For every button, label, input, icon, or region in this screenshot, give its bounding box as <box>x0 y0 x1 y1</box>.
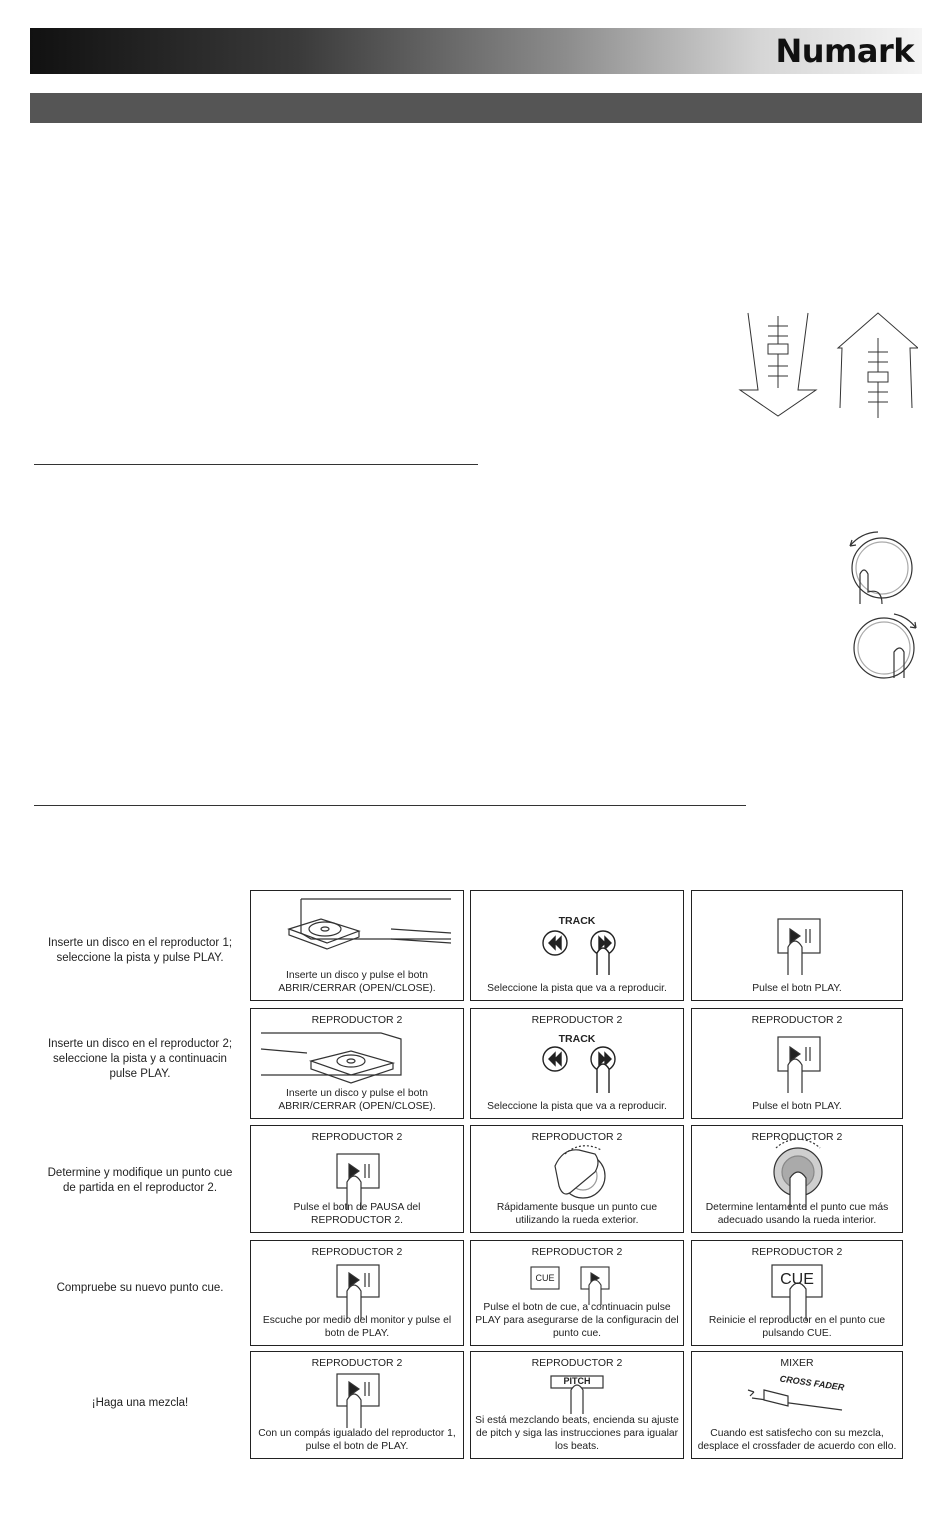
step-cell-pitch <box>470 1351 684 1459</box>
step-heading: REPRODUCTOR 2 <box>311 1014 403 1026</box>
jog-wheel-illustration <box>838 528 922 684</box>
step-caption: Pulse el botn de cue, a continuacin pulse PLAY para asegurarse de la configuracin del punto cue. <box>475 1302 679 1339</box>
step-caption: Pulse el botn PLAY. <box>752 1101 842 1112</box>
step-caption: Inserte un disco y pulse el botn ABRIR/CERRAR (OPEN/CLOSE). <box>278 970 436 994</box>
header-bar <box>30 28 922 74</box>
brand-logo: Numark <box>775 32 914 70</box>
play-button-illustration <box>692 1009 903 1099</box>
step-caption: Inserte un disco y pulse el botn ABRIR/CERRAR (OPEN/CLOSE). <box>278 1088 436 1112</box>
track-buttons-illustration <box>471 891 684 981</box>
step-cell-crossfader <box>691 1351 903 1459</box>
step-caption: Rápidamente busque un punto cue utilizando la rueda exterior. <box>496 1202 658 1226</box>
step-heading: REPRODUCTOR 2 <box>531 1246 623 1258</box>
disc-tray-illustration <box>251 1009 464 1099</box>
row-label-2: Inserte un disco en el reproductor 2; seleccione la pista y a continuacin pulse PLAY. <box>47 1038 233 1080</box>
row-label-1: Inserte un disco en el reproductor 1; seleccione la pista y pulse PLAY. <box>47 937 233 964</box>
step-heading: REPRODUCTOR 2 <box>751 1131 843 1143</box>
crossfader-label: CROSS FADER <box>779 1373 845 1393</box>
step-cell-play-2 <box>691 1008 903 1119</box>
track-buttons-illustration <box>471 1009 684 1099</box>
step-caption: Escuche por medio del monitor y pulse el botn de PLAY. <box>262 1315 452 1339</box>
row-label-5: ¡Haga una mezcla! <box>91 1397 189 1409</box>
track-label: TRACK <box>558 1033 596 1045</box>
step-caption: Seleccione la pista que va a reproducir. <box>487 1101 667 1112</box>
step-caption: Con un compás igualado del reproductor 1, pulse el botn de PLAY. <box>258 1428 456 1452</box>
row-label-4: Compruebe su nuevo punto cue. <box>56 1282 224 1294</box>
step-heading: REPRODUCTOR 2 <box>531 1014 623 1026</box>
step-cell-cue-play <box>470 1240 684 1346</box>
step-heading: REPRODUCTOR 2 <box>531 1131 623 1143</box>
play-pause-illustration <box>251 1241 464 1321</box>
step-cell-outer-wheel <box>470 1125 684 1233</box>
step-heading: REPRODUCTOR 2 <box>751 1246 843 1258</box>
step-caption: Cuando est satisfecho con su mezcla, desplace el crossfader de acuerdo con ello. <box>697 1428 897 1452</box>
pitch-label: PITCH <box>563 1376 591 1386</box>
step-heading: MIXER <box>780 1357 814 1369</box>
row-label-3: Determine y modifique un punto cue de partida en el reproductor 2. <box>47 1167 233 1194</box>
pitch-fader-illustration <box>738 308 918 420</box>
step-caption: Si está mezclando beats, encienda su ajuste de pitch y siga las instrucciones para igualar los beats. <box>475 1415 679 1452</box>
step-cell-cue-restart <box>691 1240 903 1346</box>
track-label: TRACK <box>558 915 596 927</box>
step-cell-inner-wheel <box>691 1125 903 1233</box>
section-title-bar <box>30 93 922 123</box>
section-rule <box>34 464 478 465</box>
step-heading: REPRODUCTOR 2 <box>311 1131 403 1143</box>
cue-label: CUE <box>780 1271 814 1288</box>
step-cell-insert-disc-1 <box>250 890 464 1001</box>
play-button-illustration <box>692 891 903 981</box>
step-heading: REPRODUCTOR 2 <box>531 1357 623 1369</box>
pitch-button-illustration <box>471 1352 684 1422</box>
step-caption: Pulse el botn de PAUSA del REPRODUCTOR 2. <box>293 1202 421 1226</box>
section-rule <box>34 805 746 806</box>
step-cell-mix-play <box>250 1351 464 1459</box>
cue-label: CUE <box>535 1273 555 1283</box>
step-cell-play-1 <box>691 890 903 1001</box>
step-heading: REPRODUCTOR 2 <box>311 1357 403 1369</box>
step-cell-track-1 <box>470 890 684 1001</box>
step-caption: Seleccione la pista que va a reproducir. <box>487 983 667 994</box>
step-heading: REPRODUCTOR 2 <box>311 1246 403 1258</box>
play-pause-illustration <box>251 1352 464 1432</box>
step-caption: Pulse el botn PLAY. <box>752 983 842 994</box>
disc-tray-illustration <box>251 891 464 971</box>
step-cell-pause <box>250 1125 464 1233</box>
step-caption: Reinicie el reproductor en el punto cue pulsando CUE. <box>708 1315 886 1339</box>
step-cell-insert-disc-2 <box>250 1008 464 1119</box>
step-heading: REPRODUCTOR 2 <box>751 1014 843 1026</box>
step-cell-track-2 <box>470 1008 684 1119</box>
step-caption: Determine lentamente el punto cue más adecuado usando la rueda interior. <box>705 1202 889 1226</box>
step-cell-listen <box>250 1240 464 1346</box>
